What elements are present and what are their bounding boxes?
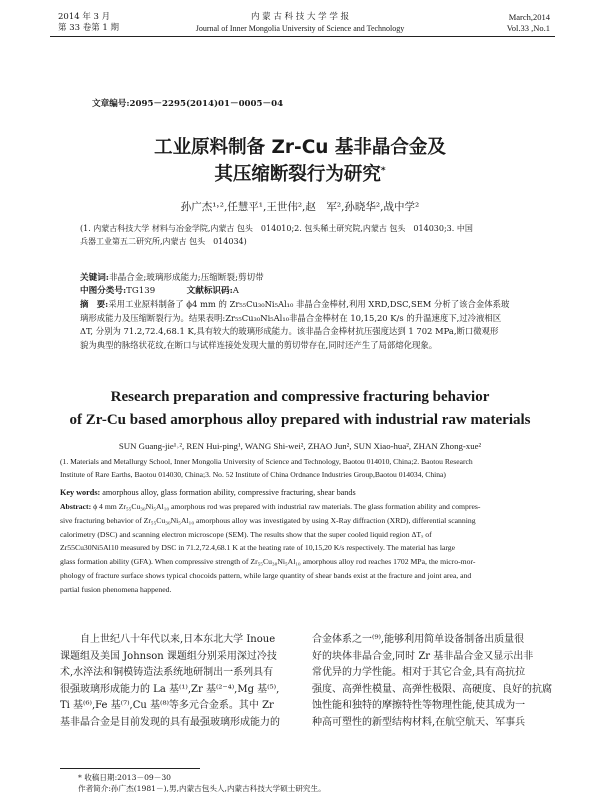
abstract-zh — [80, 298, 530, 352]
header-volume-issue-zh: 第 33 卷第 1 期 — [58, 23, 120, 33]
affiliation-zh-line-1: (1. 内蒙古科技大学 材料与冶金学院,内蒙古 包头 014010;2. 包头稀土研究院,内蒙古 包头 014030;3. 中国 — [80, 224, 473, 233]
abstract-en-line-1-text: ϕ 4 mm Zr₅₅Cu₃₀Ni₅Al₁₀ amorphous rod was prepared with industrial raw materials. The glass formation ability and compres- — [93, 502, 481, 511]
abstract-en-line-3: calorimetry (DSC) and scanning electron microscope (SEM). The results show that the super cooled liquid region ΔTₓ of — [60, 529, 432, 539]
body-left-line-3: 术,水淬法和铜模铸造法系统地研制出一系列具有 — [60, 667, 274, 678]
abstract-zh-line-3: ΔT, 分别为 71.2,72.4,68.1 K,具有较大的玻璃形成能力。该非晶合金棒材抗压强度达到 1 702 MPa,断口微观形 — [80, 326, 499, 336]
abstract-en-line-7: partial fusion phenomena happened. — [60, 584, 172, 594]
abstract-zh-line-2: 璃形成能力及压缩断裂行为。结果表明:Zr₅₅Cu₃₀Ni₅Al₁₀非晶合金棒材在 10,15,20 K/s 的升温速度下,过冷液相区 — [80, 312, 502, 323]
abstract-en-line-5: glass formation ability (GFA). When compressive strength of Zr₅₅Cu₃₀Ni₅Al₁₀ amorphous alloy rod reaches 1702 MPa, the micro-mor- — [60, 557, 476, 567]
abstract-zh-label: 摘 要: — [80, 299, 109, 309]
abstract-zh-line-1-text: 采用工业原料制备了 ϕ4 mm 的 Zr₅₅Cu₃₀Ni₅Al₁₀ 非晶合金棒材,利用 XRD,DSC,SEM 分析了该合金体系玻 — [108, 299, 510, 309]
body-left-line-4: 很强玻璃形成能力的 La 基⁽¹⁾,Zr 基⁽²⁻⁴⁾,Mg 基⁽⁵⁾, — [60, 683, 280, 695]
body-left-line-1: 自上世纪八十年代以来,日本东北大学 Inoue — [80, 634, 276, 645]
journal-name-zh: 内 蒙 古 科 技 大 学 学 报 — [250, 12, 350, 22]
header-issue-en — [507, 12, 550, 34]
body-right-line-1: 合金体系之一⁽⁹⁾,能够利用简单设备制备出质量很 — [312, 634, 525, 645]
keywords-zh-label: 关键词: — [80, 273, 109, 283]
journal-name-en: Journal of Inner Mongolia University of Science and Technology — [195, 24, 405, 33]
keywords-zh-text: 非晶合金;玻璃形成能力;压缩断裂;剪切带 — [108, 273, 264, 283]
abstract-en-line-2: sive fracturing behavior of Zr₅₅Cu₃₀Ni₅Al₁₀ amorphous alloy was investigated by using X-Ray diffraction (XRD), differential scanning — [60, 515, 476, 525]
article-number: 文章编号:2095－2295(2014)01－0005－04 — [92, 99, 284, 109]
abstract-zh-line-1 — [80, 298, 530, 312]
title-zh-line-2-text: 其压缩断裂行为研究 — [214, 164, 381, 185]
header-rule — [50, 36, 555, 37]
footnote-author-bio: 作者简介:孙广杰(1981－),男,内蒙古包头人,内蒙古科技大学硕士研究生。 — [78, 784, 326, 793]
abstract-en — [60, 500, 560, 597]
title-zh-line-1: 工业原料制备 Zr-Cu 基非晶合金及 — [154, 137, 446, 158]
header-volume-en: Vol.33 ,No.1 — [506, 23, 550, 33]
affiliation-en-line-2: Institute of Rare Earths, Baotou 014030, China;3. No. 52 Institute of China Ordnance Industries Group,Baotou 014034, China) — [60, 469, 446, 479]
clc-number: TG139 — [126, 286, 156, 296]
header-year-month: 2014 年 3 月 — [58, 12, 111, 22]
body-right-line-5: 蚀性能和独特的摩擦特性等物理性能,使其成为一 — [312, 700, 526, 711]
title-zh-line-2 — [60, 161, 540, 188]
doc-code-label: 文献标识码: — [186, 286, 233, 296]
body-left-line-2: 课题组及美国 Johnson 课题组分别采用深过冷技 — [60, 650, 277, 662]
footnote-rule — [60, 768, 200, 769]
abstract-en-line-1 — [60, 500, 560, 514]
clc-label: 中图分类号: — [80, 286, 127, 296]
header-date — [58, 12, 119, 34]
title-footnote-mark: * — [380, 165, 386, 176]
title-en-line-2: of Zr-Cu based amorphous alloy prepared with industrial raw materials — [69, 412, 531, 428]
affiliations-en — [60, 456, 560, 481]
abstract-en-label: Abstract: — [60, 502, 92, 511]
authors-zh: 孙广杰¹˒²,任慧平¹,王世伟²,赵 军²,孙晓华²,战中学² — [180, 201, 420, 213]
title-en — [40, 386, 560, 432]
classification — [80, 285, 239, 297]
authors-en: SUN Guang-jie¹˒², REN Hui-ping¹, WANG Shi-wei², ZHAO Jun², SUN Xiao-hua², ZHAN Zhong-xue² — [118, 441, 482, 451]
affiliations-zh — [80, 222, 560, 248]
keywords-en-label: Key words: — [60, 488, 101, 497]
title-en-line-1: Research preparation and compressive fracturing behavior — [110, 389, 490, 405]
footnote-received-date: * 收稿日期:2013－09－30 — [78, 773, 171, 782]
affiliation-en-line-1: (1. Materials and Metallurgy School, Inner Mongolia University of Science and Technology, Baotou 014010, China;2. Baotou Research — [60, 457, 473, 466]
keywords-en — [60, 487, 356, 499]
body-left-line-5: Ti 基⁽⁶⁾,Fe 基⁽⁷⁾,Cu 基⁽⁸⁾等多元合金系。其中 Zr — [60, 700, 274, 711]
journal-header — [130, 12, 470, 34]
title-zh — [60, 134, 540, 188]
body-right-line-4: 强度、高弹性模量、高弹性极限、高硬度、良好的抗腐 — [312, 683, 552, 695]
header-month-en: March,2014 — [508, 12, 550, 22]
body-column-right — [312, 632, 552, 731]
affiliation-zh-line-2: 兵器工业第五二研究所,内蒙古 包头 014034) — [80, 237, 247, 246]
abstract-zh-line-4: 貌为典型的脉络状花纹,在断口与试样连接处发现大量的剪切带存在,同时还产生了局部熔化现象。 — [80, 339, 438, 350]
footnote — [78, 772, 326, 794]
abstract-en-line-6: phology of fracture surface shows typical chocoids pattern, while large quantity of shear bands exist at the fracture and joint area, and — [60, 570, 472, 580]
body-right-line-2: 好的块体非晶合金,同时 Zr 基非晶合金又显示出非 — [312, 650, 534, 662]
abstract-en-line-4: Zr55Cu30Ni5Al10 measured by DSC in 71.2,72.4,68.1 K at the heating rate of 10,15,20 K/s respectively. The material has large — [60, 543, 456, 553]
body-column-left — [60, 632, 296, 731]
keywords-zh — [80, 272, 264, 284]
body-right-line-3: 常优异的力学性能。相对于其它合金,具有高抗拉 — [312, 667, 526, 678]
keywords-en-text: amorphous alloy, glass formation ability, compressive fracturing, shear bands — [102, 488, 356, 497]
body-left-line-6: 基非晶合金是目前发现的具有最强玻璃形成能力的 — [60, 716, 280, 728]
doc-code: A — [232, 286, 239, 296]
body-right-line-6: 种高可塑性的新型结构材料,在航空航天、军事兵 — [312, 716, 526, 728]
